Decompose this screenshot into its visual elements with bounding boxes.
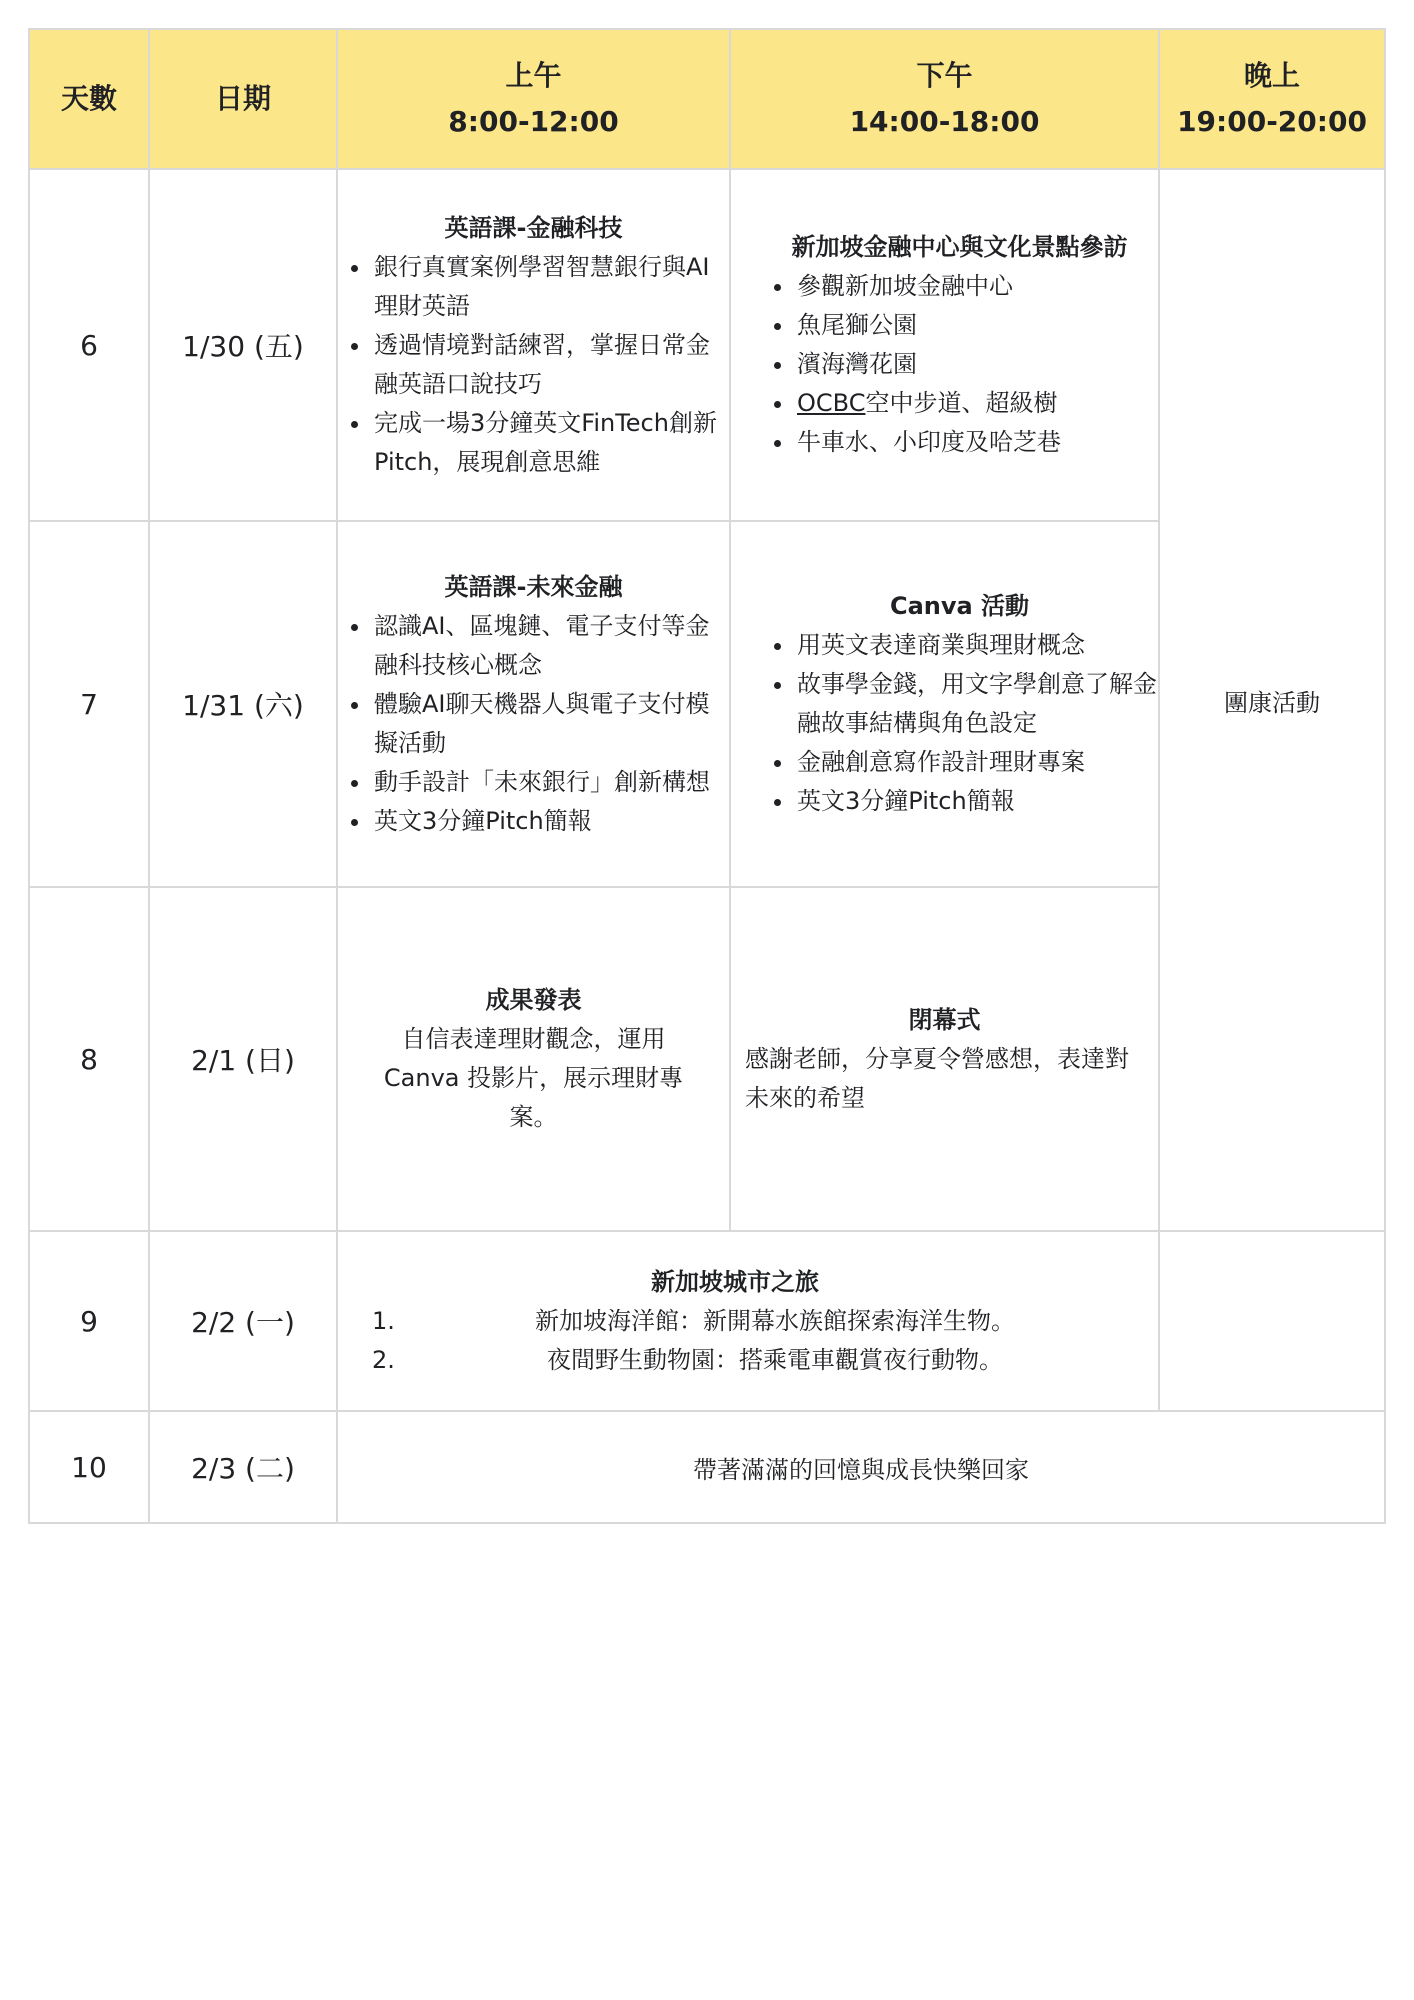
table-row [29, 1411, 1385, 1523]
list-item: • 參觀新加坡金融中心 [795, 267, 1158, 306]
table-row [29, 1231, 1385, 1411]
afternoon-cell [730, 887, 1159, 1231]
list-number: 2. [372, 1345, 395, 1374]
list-item [372, 1341, 1098, 1380]
header-afternoon [730, 29, 1159, 169]
header-morning [337, 29, 730, 169]
session-title: 英語課-金融科技 [444, 213, 623, 242]
list-item: • 體驗AI聊天機器人與電子支付模擬活動 [372, 685, 729, 763]
date-cell: 2/2 (一) [149, 1231, 337, 1411]
list-item: • 用英文表達商業與理財概念 [795, 626, 1158, 665]
header-date: 日期 [149, 29, 337, 169]
date-cell: 1/31 (六) [149, 521, 337, 887]
day-number: 7 [29, 521, 149, 887]
fullday-cell [337, 1231, 1159, 1411]
list-item: • 英文3分鐘Pitch簡報 [795, 782, 1158, 821]
list-item: • 英文3分鐘Pitch簡報 [372, 802, 729, 841]
morning-cell [337, 169, 730, 521]
list-item: • 魚尾獅公園 [795, 306, 1158, 345]
date-cell: 2/1 (日) [149, 887, 337, 1231]
table-row [29, 169, 1385, 521]
list-item: • 動手設計「未來銀行」創新構想 [372, 763, 729, 802]
numbered-list [372, 1302, 1098, 1380]
ocbc-link-text: OCBC [797, 389, 866, 417]
session-title: 閉幕式 [908, 1005, 981, 1034]
date-cell: 1/30 (五) [149, 169, 337, 521]
day-number: 6 [29, 169, 149, 521]
header-afternoon-label: 下午 [916, 59, 973, 92]
bullet-list [338, 248, 729, 482]
afternoon-cell [730, 521, 1159, 887]
list-item-text: 空中步道、超級樹 [865, 389, 1058, 417]
session-title: 新加坡城市之旅 [651, 1267, 819, 1296]
session-title: Canva 活動 [889, 592, 1030, 620]
list-item: • 認識AI、區塊鏈、電子支付等金融科技核心概念 [372, 607, 729, 685]
bullet-list [761, 267, 1158, 462]
list-item: • 透過情境對話練習，掌握日常金融英語口說技巧 [372, 326, 729, 404]
bullet-list [338, 607, 729, 841]
evening-activity: 團康活動 [1224, 688, 1320, 717]
day-number: 9 [29, 1231, 149, 1411]
list-item [372, 1302, 1098, 1341]
list-item: • 金融創意寫作設計理財專案 [795, 743, 1158, 782]
morning-cell [337, 887, 730, 1231]
header-row [29, 29, 1385, 169]
session-text: 自信表達理財觀念，運用Canva 投影片，展示理財專案。 [383, 1025, 684, 1131]
header-morning-label: 上午 [505, 59, 562, 92]
session-text: 感謝老師，分享夏令營感想，表達對未來的希望 [745, 1044, 1129, 1112]
session-text: 帶著滿滿的回憶與成長快樂回家 [693, 1455, 1029, 1484]
list-item: • 銀行真實案例學習智慧銀行與AI理財英語 [372, 248, 729, 326]
bullet-list [761, 626, 1158, 821]
header-evening-time: 19:00-20:00 [1177, 105, 1367, 138]
header-evening-label: 晚上 [1243, 59, 1300, 92]
session-title: 成果發表 [485, 986, 582, 1014]
day-number: 8 [29, 887, 149, 1231]
list-item: • 完成一場3分鐘英文FinTech創新Pitch，展現創意思維 [372, 404, 729, 482]
morning-cell [337, 521, 730, 887]
afternoon-cell [730, 169, 1159, 521]
list-number: 1. [372, 1306, 395, 1335]
date-cell: 2/3 (二) [149, 1411, 337, 1523]
header-afternoon-time: 14:00-18:00 [849, 105, 1040, 138]
session-title: 英語課-未來金融 [444, 572, 623, 601]
header-day: 天數 [29, 29, 149, 169]
fullday-cell [337, 1411, 1385, 1523]
list-item [795, 384, 1158, 423]
list-item: • 濱海灣花園 [795, 345, 1158, 384]
evening-activity-cell [1159, 169, 1385, 1231]
list-item: • 故事學金錢，用文字學創意了解金融故事結構與角色設定 [795, 665, 1158, 743]
empty-evening-cell [1159, 1231, 1385, 1411]
session-title: 新加坡金融中心與文化景點參訪 [791, 233, 1128, 261]
header-evening [1159, 29, 1385, 169]
list-text: 夜間野生動物園：搭乘電車觀賞夜行動物。 [547, 1345, 1003, 1374]
list-text: 新加坡海洋館：新開幕水族館探索海洋生物。 [535, 1306, 1015, 1335]
header-morning-time: 8:00-12:00 [448, 105, 619, 138]
list-item: • 牛車水、小印度及哈芝巷 [795, 423, 1158, 462]
day-number: 10 [29, 1411, 149, 1523]
schedule-table [28, 28, 1386, 1524]
